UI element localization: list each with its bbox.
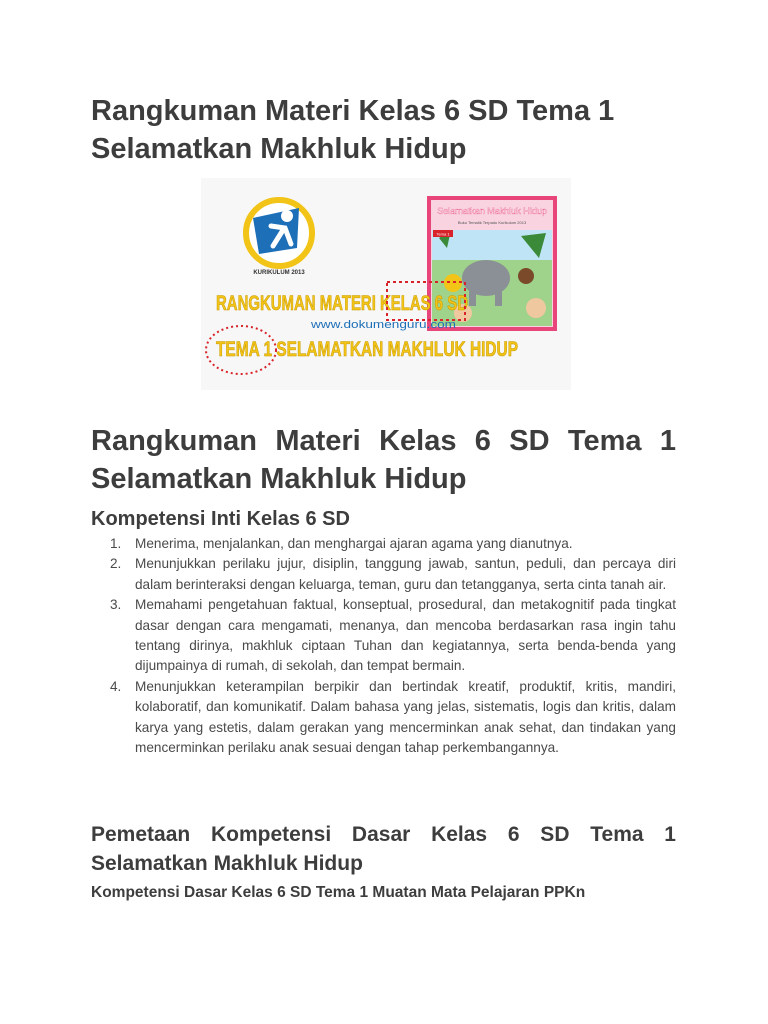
list-text: Menunjukkan keterampilan berpikir dan bertindak kreatif, produktif, kritis, mandiri, kolaboratif, dan komunikatif. Dalam bahasa yang jelas, sistematis, logis dan kritis, dalam karya yang estetis, dalam gerakan yang mencerminkan anak sehat, dan tindakan yang mencerminkan perilaku anak sesuai dengan tahap perkembangannya.	[135, 678, 676, 756]
article-heading: Rangkuman Materi Kelas 6 SD Tema 1 Selamatkan Makhluk Hidup	[91, 425, 676, 495]
logo-text: KURIKULUM 2013	[253, 270, 305, 276]
pemetaan-heading: Pemetaan Kompetensi Dasar Kelas 6 SD Tema 1 Selamatkan Makhluk Hidup	[91, 823, 676, 875]
list-item	[91, 554, 676, 595]
kompetensi-dasar-subheading: Kompetensi Dasar Kelas 6 SD Tema 1 Muatan Mata Pelajaran PPKn	[91, 884, 586, 901]
list-text: Memahami pengetahuan faktual, konseptual, prosedural, dan metakognitif pada tingkat dasar dengan cara mengamati, menanya, dan mencoba berdasarkan rasa ingin tahu tentang dirinya, makhluk ciptaan Tuhan dan kegiatannya, serta benda-benda yang dijumpainya di rumah, di sekolah, dan tempat bermain.	[135, 597, 676, 674]
banner-headline-1: RANGKUMAN MATERI KELAS 6 SD	[216, 292, 468, 315]
kompetensi-inti-heading: Kompetensi Inti Kelas 6 SD	[91, 508, 350, 530]
list-text: Menunjukkan perilaku jujur, disiplin, tanggung jawab, santun, peduli, dan percaya diri dalam berinteraksi dengan keluarga, teman, guru dan tetangganya, serta cinta tanah air.	[135, 556, 676, 592]
list-item	[91, 677, 676, 759]
list-item	[91, 595, 676, 677]
banner-website: www.dokumenguru.com	[309, 319, 456, 331]
book-subtitle: Buku Tematik Terpadu Kurikulum 2013	[457, 220, 527, 225]
list-number: 2.	[110, 556, 122, 572]
list-number: 4.	[110, 678, 122, 694]
list-item	[91, 534, 676, 554]
list-text: Menerima, menjalankan, dan menghargai ajaran agama yang dianutnya.	[135, 536, 573, 551]
banner-headline-2: TEMA 1 SELAMATKAN MAKHLUK HIDUP	[216, 338, 518, 361]
list-number: 3.	[110, 597, 122, 613]
page-title: Rangkuman Materi Kelas 6 SD Tema 1 Selamatkan Makhluk Hidup	[91, 95, 615, 165]
book-title: Selamatkan Makhluk Hidup	[437, 206, 547, 216]
banner-image	[201, 178, 571, 390]
book-tag: Tema 1	[436, 231, 450, 237]
kompetensi-inti-list	[91, 534, 676, 758]
list-number: 1.	[110, 536, 122, 551]
